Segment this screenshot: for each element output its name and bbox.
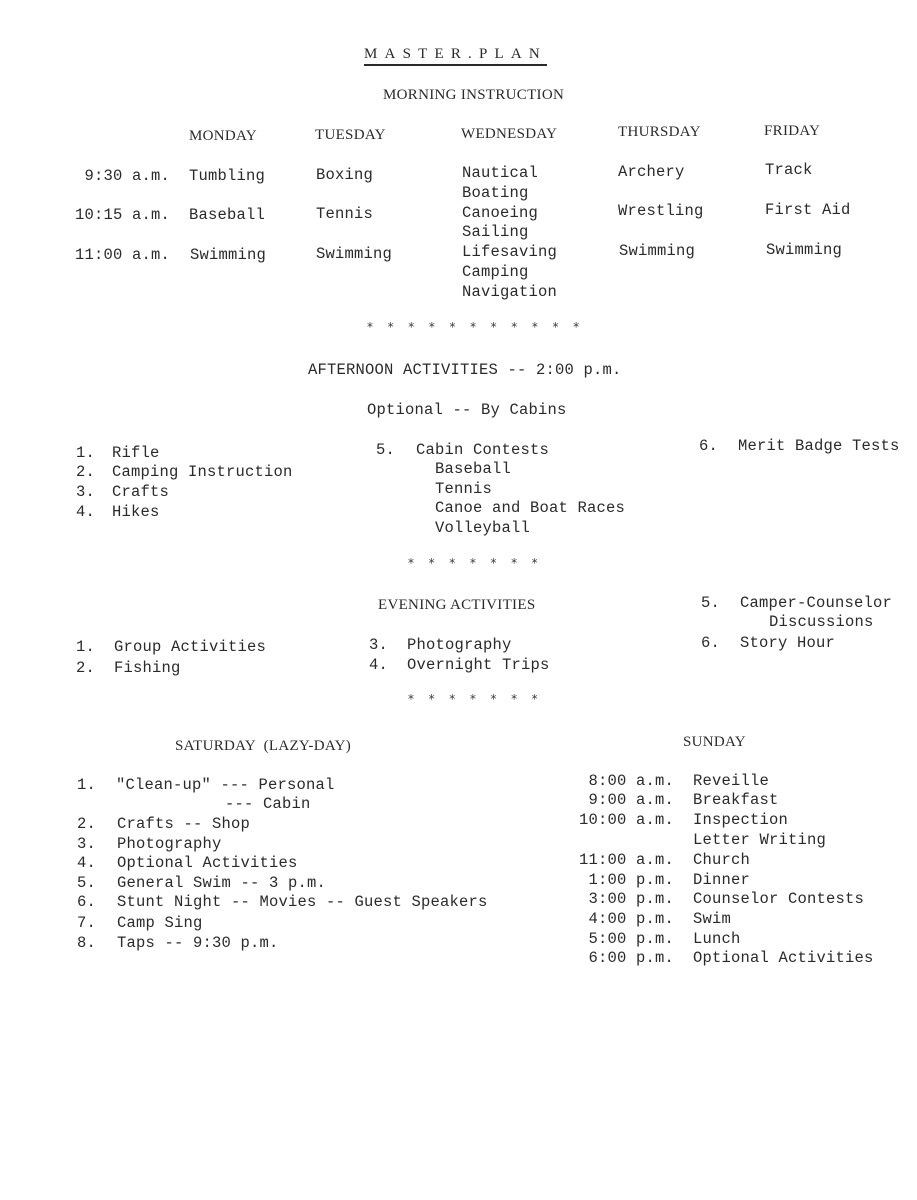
friday-cell: Track [765,161,813,179]
activity-cell: Dinner [693,871,751,889]
afternoon-heading: AFTERNOON ACTIVITIES -- 2:00 p.m. [308,361,622,379]
item-number: 7. [77,914,97,932]
item-label: Crafts [112,483,170,501]
item-number: 8. [77,934,97,952]
item-label: Photography [117,835,222,853]
item-label: Camper-Counselor [740,594,893,612]
monday-cell: Tumbling [189,167,266,185]
time-cell: 1:00 p.m. [588,871,674,889]
item-number: 4. [369,656,389,674]
activity-cell: Inspection [693,811,789,829]
time-cell: 10:00 a.m. [578,811,674,829]
activity-cell: Reveille [693,772,770,790]
item-number: 6. [699,437,719,455]
monday-cell: Baseball [189,206,266,224]
day-header-monday: MONDAY [189,128,257,144]
thursday-cell: Wrestling [618,202,704,220]
item-number: 5. [701,594,721,612]
friday-cell: Swimming [766,241,843,259]
item-label: Optional Activities [117,854,298,872]
evening-heading: EVENING ACTIVITIES [378,597,536,613]
item-label: Rifle [112,444,160,462]
separator-stars: * * * * * * * [408,556,544,570]
time-cell: 11:00 a.m. [74,246,170,264]
day-header-wednesday: WEDNESDAY [461,126,558,142]
item-number: 6. [77,893,97,911]
item-label: Stunt Night -- Movies -- Guest Speakers [117,893,488,911]
wednesday-cell: Boating [462,184,529,202]
item-label: "Clean-up" --- Personal [116,776,335,794]
time-cell: 5:00 p.m. [588,930,674,948]
time-cell: 11:00 a.m. [578,851,674,869]
monday-cell: Swimming [190,246,267,264]
item-number: 4. [77,854,97,872]
sunday-heading: SUNDAY [683,734,746,750]
wednesday-cell: Canoeing [462,204,539,222]
sub-item-label: Tennis [435,480,493,498]
item-label-continued: --- Cabin [225,795,311,813]
item-number: 3. [369,636,389,654]
item-number: 5. [77,874,97,892]
wednesday-cell: Sailing [462,223,529,241]
item-label: Hikes [112,503,160,521]
item-label: General Swim -- 3 p.m. [117,874,327,892]
tuesday-cell: Swimming [316,245,393,263]
item-number: 5. [376,441,396,459]
item-label: Cabin Contests [416,441,550,459]
time-cell: 4:00 p.m. [588,910,674,928]
item-label: Story Hour [740,634,836,652]
item-number: 1. [76,444,96,462]
friday-cell: First Aid [765,201,851,219]
time-cell: 9:30 a.m. [84,167,170,185]
item-number: 2. [76,463,96,481]
item-label: Fishing [114,659,181,677]
sub-item-label: Canoe and Boat Races [435,499,626,517]
activity-cell: Optional Activities [693,949,874,967]
item-label: Merit Badge Tests [738,437,900,455]
item-number: 2. [76,659,96,677]
tuesday-cell: Boxing [316,166,374,184]
document-title: MASTER.PLAN [364,45,547,66]
time-cell: 3:00 p.m. [588,890,674,908]
time-cell: 10:15 a.m. [74,206,170,224]
wednesday-cell: Nautical [462,164,539,182]
item-label: Photography [407,636,512,654]
activity-cell: Church [693,851,751,869]
item-label-continued: Discussions [769,613,874,631]
wednesday-cell: Navigation [462,283,558,301]
item-label: Overnight Trips [407,656,550,674]
item-number: 1. [76,638,96,656]
item-number: 3. [76,483,96,501]
activity-cell: Counselor Contests [693,890,865,908]
sub-item-label: Volleyball [435,519,531,537]
item-label: Group Activities [114,638,267,656]
day-header-tuesday: TUESDAY [315,127,386,143]
time-cell: 8:00 a.m. [588,772,674,790]
activity-cell: Breakfast [693,791,779,809]
separator-stars: * * * * * * * [408,692,544,706]
saturday-heading: SATURDAY (LAZY-DAY) [175,738,352,754]
wednesday-cell: Camping [462,263,529,281]
item-label: Crafts -- Shop [117,815,251,833]
morning-heading: MORNING INSTRUCTION [383,87,565,103]
time-cell: 6:00 p.m. [588,949,674,967]
item-number: 6. [701,634,721,652]
wednesday-cell: Lifesaving [462,243,558,261]
item-label: Camping Instruction [112,463,293,481]
item-number: 2. [77,815,97,833]
item-number: 1. [77,776,97,794]
tuesday-cell: Tennis [316,205,374,223]
item-label: Taps -- 9:30 p.m. [117,934,279,952]
activity-cell: Letter Writing [693,831,827,849]
activity-cell: Lunch [693,930,741,948]
activity-cell: Swim [693,910,732,928]
item-label: Camp Sing [117,914,203,932]
thursday-cell: Swimming [619,242,696,260]
thursday-cell: Archery [618,163,685,181]
afternoon-subheading: Optional -- By Cabins [367,401,567,419]
sub-item-label: Baseball [435,460,512,478]
item-number: 4. [76,503,96,521]
separator-stars: * * * * * * * * * * * [367,320,585,334]
day-header-friday: FRIDAY [764,123,821,139]
item-number: 3. [77,835,97,853]
day-header-thursday: THURSDAY [618,124,701,140]
time-cell: 9:00 a.m. [588,791,674,809]
